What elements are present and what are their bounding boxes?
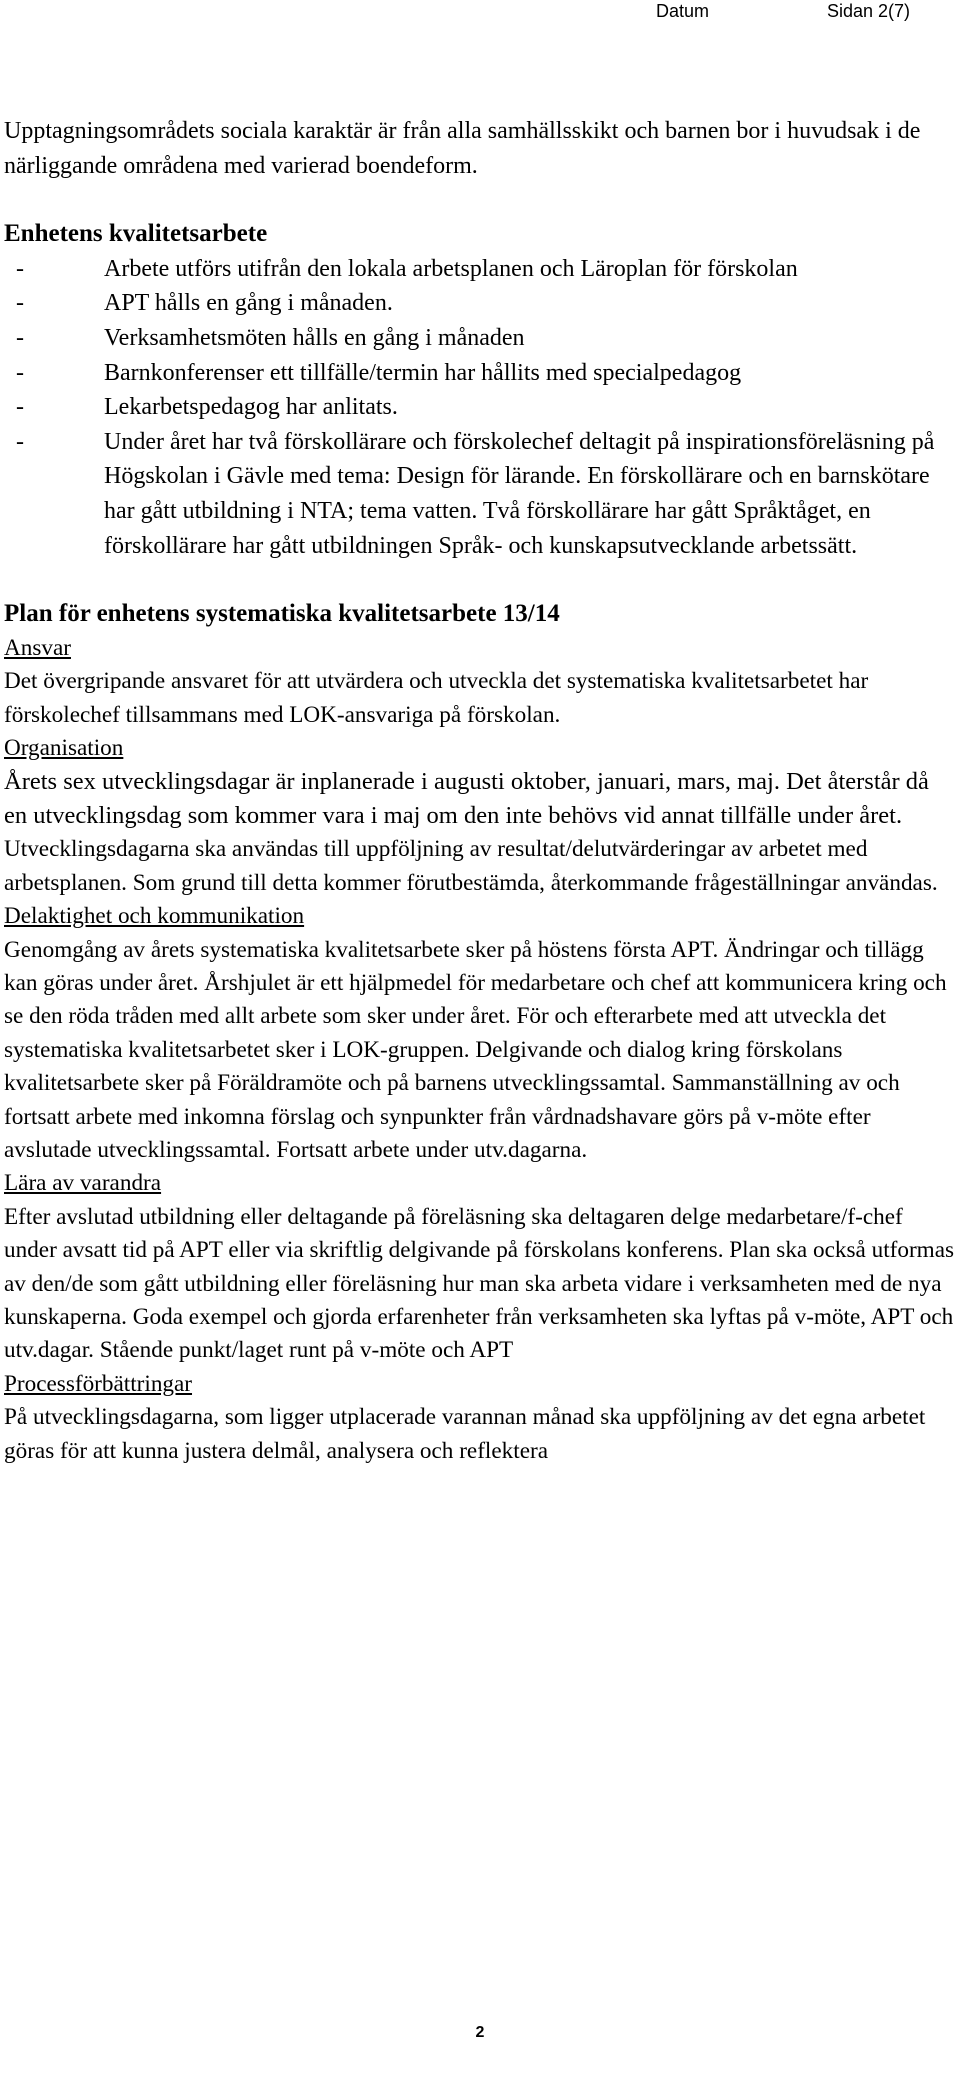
document-body: [4, 114, 956, 1468]
lara-text: Efter avslutad utbildning eller deltagande på föreläsning ska deltagaren delge medarbetare/f-chef under avsatt tid på APT eller via skriftlig delgivande på förskolans konferens. Plan ska också utformas av den/de som gått utbildning eller föreläsning hur man ska arbeta vidare i verksamheten med de nya kunskaperna. Goda exempel och gjorda erfarenheter från verksamheten ska lyftas på v-möte, APT och utv.dagar. Stående punkt/laget runt på v-möte och APT: [4, 1203, 955, 1364]
list-item: - Under året har två förskollärare och förskolechef deltagit på inspirationsföreläsning på Högskolan i Gävle med tema: Design för lärande. En förskollärare och en barnskötare har gått utbildning i NTA; tema vatten. Två förskollärare har gått Språktåget, en förskollärare har gått utbildningen Språk- och kunskapsutvecklande arbetssätt.: [4, 425, 956, 563]
ansvar-heading: Ansvar: [4, 634, 71, 661]
delaktighet-text: Genomgång av årets systematiska kvalitetsarbete sker på höstens första APT. Ändringar och tillägg kan göras under året. Årshjulet är ett hjälpmedel för medarbetare och chef att kommunicera kring och se den röda tråden med allt arbete som sker under året. För och efterarbete med att utveckla det systematiska kvalitetsarbetet sker i LOK-gruppen. Delgivande och dialog kring förskolans kvalitetsarbete sker på Föräldramöte och på barnens utvecklingssamtal. Sammanställning av och fortsatt arbete med inkomna förslag och synpunkter från vårdnadshavare görs på v-möte efter avslutade utvecklingssamtal. Fortsatt arbete under utv.dagarna.: [4, 936, 947, 1163]
intro-paragraph: Upptagningsområdets sociala karaktär är från alla samhällsskikt och barnen bor i huvudsak i de närliggande områdena med varierad boendeform.: [4, 118, 921, 179]
process-heading: Processförbättringar: [4, 1370, 193, 1397]
process-text: På utvecklingsdagarna, som ligger utplacerade varannan månad ska uppföljning av det egna arbetet göras för att kunna justera delmål, analysera och reflektera: [4, 1404, 926, 1464]
footer-page-number: 2: [475, 2024, 485, 2041]
delaktighet-heading: Delaktighet och kommunikation: [4, 903, 305, 930]
header-date: Datum: [656, 1, 710, 21]
quality-heading: Enhetens kvalitetsarbete: [4, 220, 268, 248]
organisation-text-2: Utvecklingsdagarna ska användas till uppföljning av resultat/delutvärderingar av arbetet med arbetsplanen. Som grund till detta kommer förutbestämda, återkommande frågeställningar användas.: [4, 836, 938, 896]
list-item: - APT hålls en gång i månaden.: [4, 286, 956, 321]
organisation-heading: Organisation: [4, 734, 124, 761]
ansvar-text: Det övergripande ansvaret för att utvärdera och utveckla det systematiska kvalitetsarbetet har förskolechef tillsammans med LOK-ansvariga på förskolan.: [4, 668, 869, 728]
plan-section: [4, 632, 956, 1468]
list-item: - Lekarbetspedagog har anlitats.: [4, 390, 956, 425]
plan-heading: Plan för enhetens systematiska kvalitetsarbete 13/14: [4, 600, 560, 628]
organisation-text-1: Årets sex utvecklingsdagar är inplanerade i augusti oktober, januari, mars, maj. Det återstår då en utvecklingsdag som kommer vara i maj om den inte behövs vid annat tillfälle under året.: [4, 768, 929, 830]
quality-list: [4, 252, 956, 563]
list-item: - Arbete utförs utifrån den lokala arbetsplanen och Läroplan för förskolan: [4, 252, 956, 287]
list-item: - Verksamhetsmöten hålls en gång i månaden: [4, 321, 956, 356]
lara-heading: Lära av varandra: [4, 1170, 162, 1197]
list-item: - Barnkonferenser ett tillfälle/termin har hållits med specialpedagog: [4, 356, 956, 391]
header-page-number: Sidan 2(7): [827, 1, 911, 21]
